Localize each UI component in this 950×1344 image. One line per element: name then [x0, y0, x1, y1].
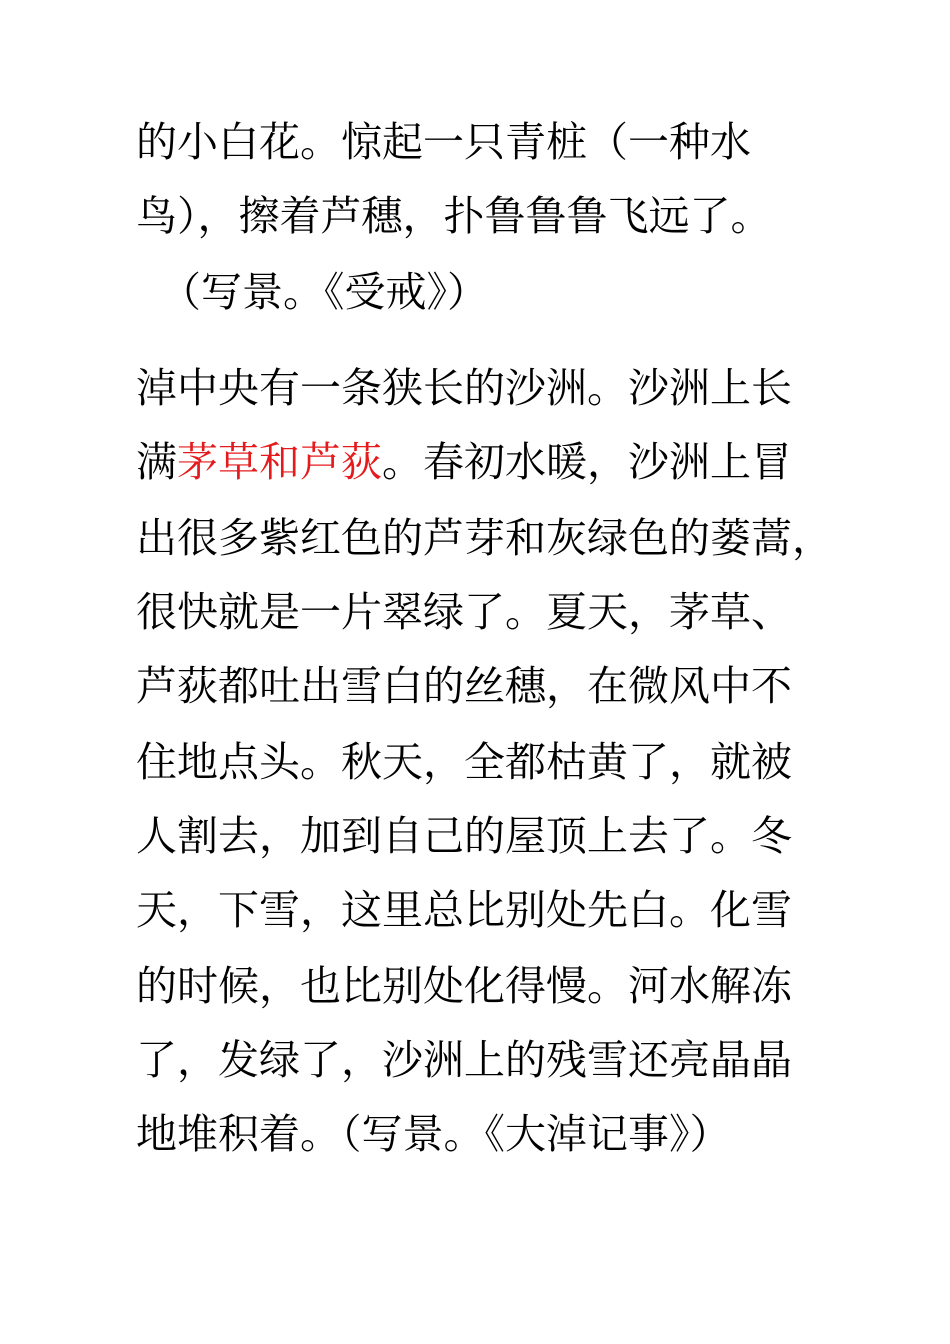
- text-line: 了，发绿了，沙洲上的残雪还亮晶晶: [136, 1036, 792, 1084]
- text-line: 天，下雪，这里总比别处先白。化雪: [136, 886, 792, 934]
- text-line: 地堆积着。（写景。《大淖记事》）: [136, 1110, 731, 1158]
- text-line: 人割去，加到自己的屋顶上去了。冬: [136, 812, 792, 860]
- text-line: 住地点头。秋天，全都枯黄了，就被: [136, 738, 792, 786]
- source-note: （写景。《受戒》）: [160, 268, 488, 316]
- text-line: 淖中央有一条狭长的沙洲。沙洲上长: [136, 364, 792, 412]
- text-line: 很快就是一片翠绿了。夏天，茅草、: [136, 588, 792, 636]
- text-line: 的小白花。惊起一只青桩（一种水: [136, 118, 751, 166]
- text-line: 出很多紫红色的芦芽和灰绿色的蒌蒿，: [136, 514, 833, 562]
- highlighted-phrase: 茅草和芦荻: [177, 438, 382, 486]
- text-line: 鸟），擦着芦穗，扑鲁鲁鲁飞远了。: [136, 192, 772, 240]
- text-segment: 满: [136, 438, 177, 486]
- text-line: 的时候，也比别处化得慢。河水解冻: [136, 962, 792, 1010]
- text-line: [136, 432, 792, 492]
- text-line: 芦荻都吐出雪白的丝穗，在微风中不: [136, 662, 792, 710]
- text-segment: 。春初水暖，沙洲上冒: [382, 438, 792, 486]
